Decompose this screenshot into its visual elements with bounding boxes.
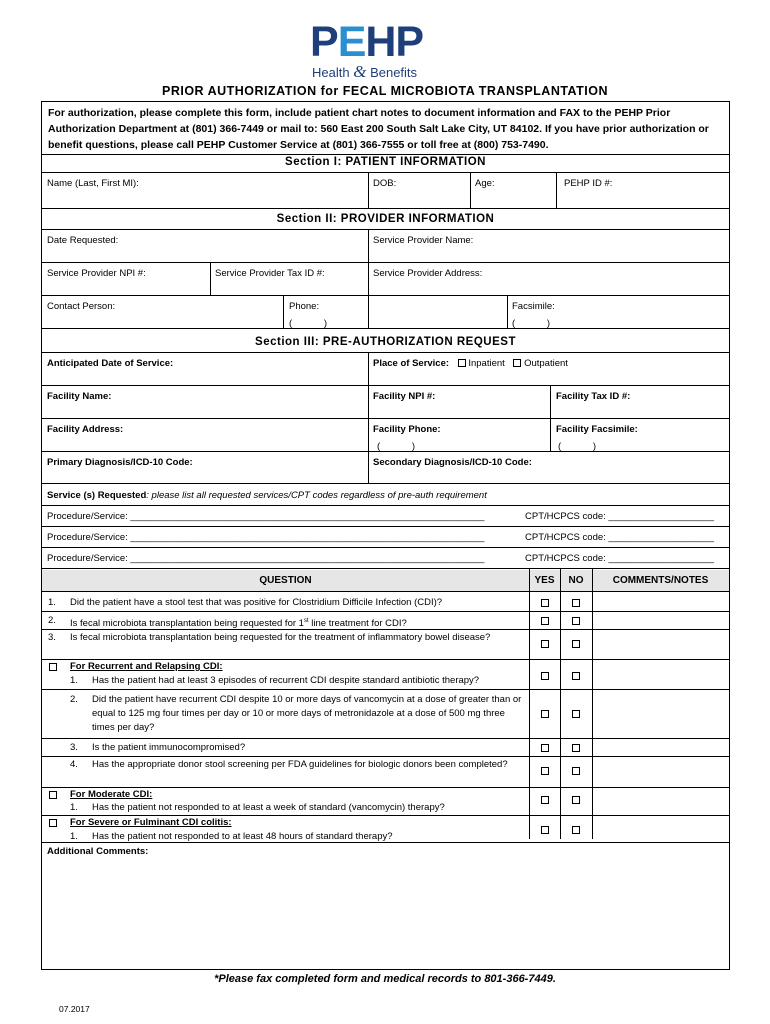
m1-no-checkbox[interactable] bbox=[572, 796, 580, 804]
form-version: 07.2017 bbox=[59, 1004, 90, 1014]
facility-name-field[interactable]: Facility Name: bbox=[47, 391, 112, 402]
anticipated-date-field[interactable]: Anticipated Date of Service: bbox=[47, 358, 174, 369]
r2-yes-checkbox[interactable] bbox=[541, 710, 549, 718]
outpatient-label: Outpatient bbox=[524, 358, 568, 369]
cpt-code-field-1[interactable]: CPT/HCPCS code: ____________________ bbox=[525, 511, 715, 522]
moderate-cdi-checkbox[interactable] bbox=[49, 791, 57, 799]
r3-number: 3. bbox=[70, 742, 78, 753]
date-requested-field[interactable]: Date Requested: bbox=[47, 235, 119, 246]
facility-npi-field[interactable]: Facility NPI #: bbox=[373, 391, 436, 402]
primary-diagnosis-field[interactable]: Primary Diagnosis/ICD-10 Code: bbox=[47, 457, 193, 468]
no-column-header: NO bbox=[568, 575, 584, 586]
r1-yes-checkbox[interactable] bbox=[541, 672, 549, 680]
facility-address-field[interactable]: Facility Address: bbox=[47, 424, 124, 435]
q1-yes-checkbox[interactable] bbox=[541, 599, 549, 607]
r3-yes-checkbox[interactable] bbox=[541, 744, 549, 752]
contact-person-field[interactable]: Contact Person: bbox=[47, 301, 116, 312]
dob-field[interactable]: DOB: bbox=[373, 178, 397, 189]
inpatient-checkbox[interactable] bbox=[458, 359, 466, 367]
q3-yes-checkbox[interactable] bbox=[541, 640, 549, 648]
severe-cdi-heading: For Severe or Fulminant CDI colitis: bbox=[70, 817, 232, 828]
age-field[interactable]: Age: bbox=[475, 178, 495, 189]
q3-text: Is fecal microbiota transplantation being requested for the treatment of inflammatory bowel disease? bbox=[70, 632, 491, 643]
authorization-form bbox=[41, 101, 730, 970]
s1-text: Has the patient not responded to at least 48 hours of standard therapy? bbox=[92, 831, 393, 842]
comments-column-header: COMMENTS/NOTES bbox=[612, 575, 709, 586]
section-3-title: Section III: PRE-AUTHORIZATION REQUEST bbox=[255, 336, 516, 348]
m1-yes-checkbox[interactable] bbox=[541, 796, 549, 804]
r4-yes-checkbox[interactable] bbox=[541, 767, 549, 775]
facility-phone-field[interactable]: Facility Phone: bbox=[373, 424, 441, 435]
inpatient-label: Inpatient bbox=[468, 358, 505, 369]
phone-area-code: ( ) bbox=[289, 318, 327, 329]
logo-tagline: Health & Benefits bbox=[312, 62, 418, 81]
fax-area-code: ( ) bbox=[512, 318, 550, 329]
r4-text: Has the appropriate donor stool screening per FDA guidelines for biologic donors been completed? bbox=[92, 759, 508, 770]
q1-no-checkbox[interactable] bbox=[572, 599, 580, 607]
pehp-id-field[interactable]: PEHP ID #: bbox=[564, 178, 613, 189]
r4-number: 4. bbox=[70, 759, 78, 770]
severe-cdi-checkbox[interactable] bbox=[49, 819, 57, 827]
m1-number: 1. bbox=[70, 802, 78, 813]
facility-tax-id-field[interactable]: Facility Tax ID #: bbox=[556, 391, 631, 402]
section-2-title: Section II: PROVIDER INFORMATION bbox=[276, 213, 495, 225]
outpatient-checkbox[interactable] bbox=[513, 359, 521, 367]
procedure-field-3[interactable]: Procedure/Service: ___________________________________________________________________ bbox=[47, 553, 485, 564]
fax-field[interactable]: Facsimile: bbox=[512, 301, 555, 312]
r1-number: 1. bbox=[70, 675, 78, 686]
r4-no-checkbox[interactable] bbox=[572, 767, 580, 775]
place-of-service: Place of Service: Inpatient Outpatient bbox=[373, 358, 568, 369]
recurrent-cdi-checkbox[interactable] bbox=[49, 663, 57, 671]
s1-yes-checkbox[interactable] bbox=[541, 826, 549, 834]
provider-npi-field[interactable]: Service Provider NPI #: bbox=[47, 268, 146, 279]
provider-tax-id-field[interactable]: Service Provider Tax ID #: bbox=[215, 268, 325, 279]
patient-name-field[interactable]: Name (Last, First MI): bbox=[47, 178, 139, 189]
fax-reminder: *Please fax completed form and medical records to 801-366-7449. bbox=[214, 973, 556, 985]
services-requested: Service (s) Requested: please list all requested services/CPT codes regardless of pre-auth requirement bbox=[47, 490, 487, 501]
r2-number: 2. bbox=[70, 694, 78, 705]
q2-yes-checkbox[interactable] bbox=[541, 617, 549, 625]
cpt-code-field-2[interactable]: CPT/HCPCS code: ____________________ bbox=[525, 532, 715, 543]
facility-phone-area-code: ( ) bbox=[377, 441, 415, 452]
question-column-header: QUESTION bbox=[259, 575, 312, 586]
q1-number: 1. bbox=[48, 597, 56, 608]
r2-text: Did the patient have recurrent CDI despite 10 or more days of vancomycin at a dose of greater than or equal to 125 mg four times per day or 10 or more days of metronidazole at a dose of 500 mg three times per day? bbox=[92, 694, 522, 733]
provider-name-field[interactable]: Service Provider Name: bbox=[373, 235, 474, 246]
moderate-cdi-heading: For Moderate CDI: bbox=[70, 789, 153, 800]
form-instructions: For authorization, please complete this form, include patient chart notes to document information and FAX to the PEHP Prior Authorization Department at (801) 366-7449 or mail to: 560 East 200 South Salt Lake City, UT 84102. If you have prior authorization or benefit questions, please call PEHP Customer Service at (801) 366-7555 or toll free at (800) 753-7490. bbox=[48, 107, 709, 151]
s1-no-checkbox[interactable] bbox=[572, 826, 580, 834]
phone-field[interactable]: Phone: bbox=[289, 301, 320, 312]
cpt-code-field-3[interactable]: CPT/HCPCS code: ____________________ bbox=[525, 553, 715, 564]
provider-address-field[interactable]: Service Provider Address: bbox=[373, 268, 483, 279]
recurrent-cdi-heading: For Recurrent and Relapsing CDI: bbox=[70, 661, 223, 672]
s1-number: 1. bbox=[70, 831, 78, 842]
procedure-field-1[interactable]: Procedure/Service: ___________________________________________________________________ bbox=[47, 511, 485, 522]
pehp-logo bbox=[310, 18, 440, 81]
r2-no-checkbox[interactable] bbox=[572, 710, 580, 718]
r3-no-checkbox[interactable] bbox=[572, 744, 580, 752]
facility-fax-area-code: ( ) bbox=[558, 441, 596, 452]
secondary-diagnosis-field[interactable]: Secondary Diagnosis/ICD-10 Code: bbox=[373, 457, 532, 468]
q2-text: Is fecal microbiota transplantation being requested for 1st line treatment for CDI? bbox=[70, 618, 407, 630]
logo-wordmark: PEHP bbox=[310, 18, 424, 66]
r1-no-checkbox[interactable] bbox=[572, 672, 580, 680]
q2-number: 2. bbox=[48, 615, 56, 626]
facility-fax-field[interactable]: Facility Facsimile: bbox=[556, 424, 638, 435]
procedure-field-2[interactable]: Procedure/Service: ___________________________________________________________________ bbox=[47, 532, 485, 543]
form-title: PRIOR AUTHORIZATION for FECAL MICROBIOTA TRANSPLANTATION bbox=[161, 84, 609, 98]
additional-comments-field[interactable]: Additional Comments: bbox=[47, 846, 149, 857]
q3-no-checkbox[interactable] bbox=[572, 640, 580, 648]
q2-no-checkbox[interactable] bbox=[572, 617, 580, 625]
q3-number: 3. bbox=[48, 632, 56, 643]
section-1-title: Section I: PATIENT INFORMATION bbox=[285, 156, 486, 168]
r3-text: Is the patient immunocompromised? bbox=[92, 742, 246, 753]
q1-text: Did the patient have a stool test that was positive for Clostridium Difficile Infection (CDI)? bbox=[70, 597, 443, 608]
yes-column-header: YES bbox=[534, 575, 555, 586]
r1-text: Has the patient had at least 3 episodes of recurrent CDI despite standard antibiotic therapy? bbox=[92, 675, 480, 686]
m1-text: Has the patient not responded to at least a week of standard (vancomycin) therapy? bbox=[92, 802, 445, 813]
